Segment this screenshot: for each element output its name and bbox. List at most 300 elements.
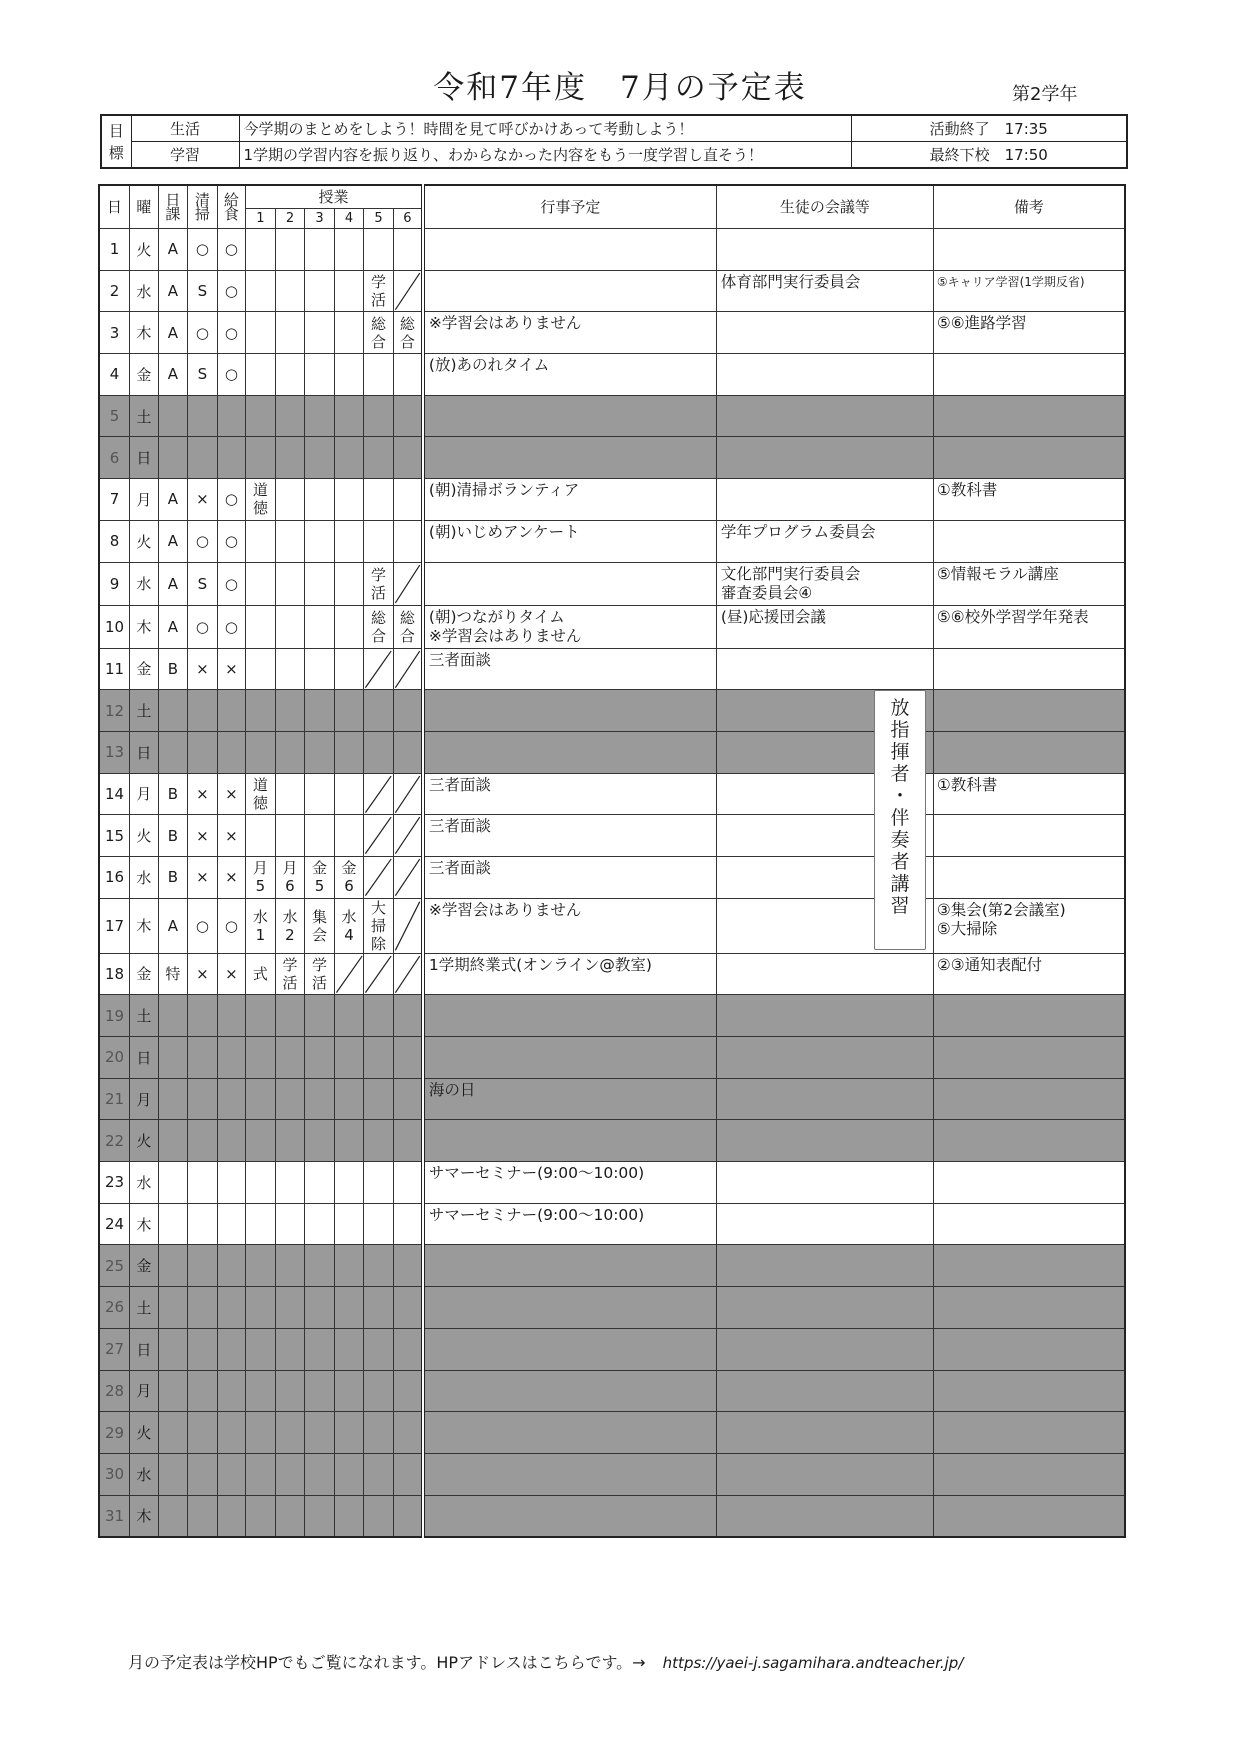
period-cell	[393, 731, 423, 773]
vertical-note-char: 伴	[890, 807, 910, 829]
day-cell: 11	[99, 648, 130, 690]
page-title: 令和7年度 7月の予定表	[433, 70, 807, 106]
period-cell	[334, 731, 364, 773]
vertical-note-char: 奏	[890, 829, 910, 851]
period-cell	[393, 1328, 423, 1370]
table-row	[99, 1328, 1125, 1370]
period-cell	[334, 690, 364, 732]
table-row	[99, 1120, 1125, 1162]
vertical-note-char: 者	[890, 763, 910, 785]
remarks-cell	[933, 520, 1125, 562]
period-cell	[334, 1037, 364, 1079]
dow-cell: 火	[130, 815, 159, 857]
slash-mark	[394, 815, 421, 856]
period-cell	[246, 1287, 276, 1329]
events-cell	[423, 690, 716, 732]
remarks-cell	[933, 1203, 1125, 1245]
slash-mark	[364, 815, 393, 856]
day-cell: 17	[99, 898, 130, 953]
day-cell: 6	[99, 437, 130, 479]
kyushoku-cell: ○	[217, 520, 246, 562]
events-cell: 三者面談	[423, 856, 716, 898]
period-slash-cell	[364, 856, 394, 898]
day-cell: 12	[99, 690, 130, 732]
period-cell	[246, 1162, 276, 1204]
seiso-cell	[188, 731, 218, 773]
period-cell	[275, 437, 305, 479]
dow-cell: 土	[130, 1287, 159, 1329]
footer-url[interactable]: https://yaei-j.sagamihara.andteacher.jp/	[662, 1654, 964, 1672]
kyushoku-cell	[217, 1412, 246, 1454]
period-cell	[334, 1328, 364, 1370]
dow-cell: 木	[130, 1203, 159, 1245]
meetings-cell	[716, 1120, 933, 1162]
period-cell	[334, 1370, 364, 1412]
kyushoku-cell	[217, 395, 246, 437]
period-cell	[334, 354, 364, 396]
dow-cell: 火	[130, 1120, 159, 1162]
seiso-cell: S	[188, 562, 218, 605]
period-cell	[305, 605, 335, 648]
period-cell	[246, 605, 276, 648]
period-cell	[334, 1162, 364, 1204]
col-kyushoku-2: 食	[223, 205, 239, 223]
meetings-cell	[716, 1245, 933, 1287]
table-row	[99, 270, 1125, 312]
day-cell: 4	[99, 354, 130, 396]
dow-cell: 日	[130, 1037, 159, 1079]
period-cell	[305, 1495, 335, 1537]
events-cell	[423, 1370, 716, 1412]
nikka-cell	[158, 731, 188, 773]
nikka-cell	[158, 437, 188, 479]
period-cell	[393, 1453, 423, 1495]
meetings-cell	[716, 1203, 933, 1245]
remarks-cell	[933, 354, 1125, 396]
period-cell: 水 1	[246, 898, 276, 953]
remarks-cell: ⑤⑥進路学習	[933, 312, 1125, 354]
nikka-cell	[158, 1370, 188, 1412]
col-seiso	[188, 185, 218, 229]
events-cell	[423, 437, 716, 479]
period-cell	[334, 773, 364, 815]
seiso-cell	[188, 1328, 218, 1370]
period-cell	[334, 1412, 364, 1454]
day-cell: 31	[99, 1495, 130, 1537]
goal-time: 活動終了 17:35	[851, 115, 1127, 142]
period-cell	[334, 479, 364, 521]
vertical-note-char: 習	[890, 895, 910, 917]
period-cell	[364, 690, 394, 732]
dow-cell: 金	[130, 354, 159, 396]
remarks-cell	[933, 815, 1125, 857]
period-cell	[393, 354, 423, 396]
nikka-cell	[158, 395, 188, 437]
remarks-cell	[933, 1370, 1125, 1412]
kyushoku-cell	[217, 995, 246, 1037]
table-row	[99, 1162, 1125, 1204]
nikka-cell: A	[158, 898, 188, 953]
period-cell	[275, 395, 305, 437]
remarks-cell	[933, 856, 1125, 898]
period-cell	[275, 995, 305, 1037]
period-cell	[334, 520, 364, 562]
dow-cell: 月	[130, 1370, 159, 1412]
events-cell	[423, 395, 716, 437]
col-nikka-2: 課	[165, 205, 181, 223]
day-cell: 7	[99, 479, 130, 521]
dow-cell: 水	[130, 270, 159, 312]
period-slash-cell	[393, 815, 423, 857]
period-cell	[305, 479, 335, 521]
period-cell	[364, 520, 394, 562]
remarks-cell: ①教科書	[933, 773, 1125, 815]
dow-cell: 火	[130, 1412, 159, 1454]
period-cell: 水 4	[334, 898, 364, 953]
nikka-cell: A	[158, 562, 188, 605]
remarks-cell	[933, 1328, 1125, 1370]
period-cell	[246, 1203, 276, 1245]
kyushoku-cell	[217, 1495, 246, 1537]
day-cell: 22	[99, 1120, 130, 1162]
slash-mark	[394, 271, 421, 312]
vertical-note-char: 揮	[890, 741, 910, 763]
period-cell	[246, 1037, 276, 1079]
events-cell	[423, 229, 716, 271]
meetings-cell	[716, 995, 933, 1037]
vertical-note	[874, 690, 926, 950]
meetings-cell	[716, 437, 933, 479]
period-cell	[246, 395, 276, 437]
vertical-note-char: 講	[890, 873, 910, 895]
period-cell	[364, 731, 394, 773]
period-cell	[334, 1203, 364, 1245]
col-kyushoku-1: 給	[223, 191, 239, 209]
goals-mark-bottom: 標	[108, 143, 124, 162]
period-cell: 学 活	[275, 953, 305, 995]
period-cell	[246, 1370, 276, 1412]
nikka-cell	[158, 1328, 188, 1370]
events-cell	[423, 562, 716, 605]
period-cell	[305, 731, 335, 773]
period-cell	[393, 1245, 423, 1287]
events-cell	[423, 1453, 716, 1495]
table-row	[99, 856, 1125, 898]
remarks-cell	[933, 1412, 1125, 1454]
period-cell	[305, 1287, 335, 1329]
events-cell: 三者面談	[423, 648, 716, 690]
col-seiso-2: 掃	[194, 205, 210, 223]
period-cell: 学 活	[364, 562, 394, 605]
seiso-cell	[188, 1245, 218, 1287]
period-cell	[334, 562, 364, 605]
nikka-cell	[158, 1287, 188, 1329]
period-cell	[364, 1287, 394, 1329]
period-cell	[393, 995, 423, 1037]
dow-cell: 木	[130, 1495, 159, 1537]
kyushoku-cell: ○	[217, 562, 246, 605]
remarks-cell	[933, 1245, 1125, 1287]
period-cell	[246, 995, 276, 1037]
kyushoku-cell	[217, 1370, 246, 1412]
seiso-cell	[188, 1037, 218, 1079]
period-cell: 学 活	[305, 953, 335, 995]
kyushoku-cell	[217, 1287, 246, 1329]
period-cell: 金 6	[334, 856, 364, 898]
vertical-note-char: 指	[890, 719, 910, 741]
period-cell	[334, 1120, 364, 1162]
seiso-cell: ×	[188, 856, 218, 898]
table-row	[99, 1370, 1125, 1412]
col-remarks: 備考	[933, 185, 1125, 229]
remarks-cell	[933, 1037, 1125, 1079]
day-cell: 26	[99, 1287, 130, 1329]
day-cell: 2	[99, 270, 130, 312]
meetings-cell: (昼)応援団会議	[716, 605, 933, 648]
period-cell	[364, 995, 394, 1037]
schedule-body	[99, 229, 1125, 1537]
schedule-table	[98, 184, 1126, 1538]
period-cell	[275, 1120, 305, 1162]
period-slash-cell	[393, 898, 423, 953]
period-cell	[275, 1287, 305, 1329]
day-cell: 8	[99, 520, 130, 562]
period-cell	[393, 1370, 423, 1412]
kyushoku-cell: ○	[217, 270, 246, 312]
vertical-note-char: 者	[890, 851, 910, 873]
day-cell: 28	[99, 1370, 130, 1412]
remarks-cell: ①教科書	[933, 479, 1125, 521]
table-row	[99, 1453, 1125, 1495]
seiso-cell	[188, 1412, 218, 1454]
period-3: 3	[305, 209, 335, 229]
dow-cell: 金	[130, 1245, 159, 1287]
period-cell	[246, 520, 276, 562]
goal-time: 最終下校 17:50	[851, 142, 1127, 169]
period-cell	[364, 1453, 394, 1495]
period-cell	[275, 1412, 305, 1454]
meetings-cell	[716, 1453, 933, 1495]
events-cell	[423, 995, 716, 1037]
nikka-cell: B	[158, 648, 188, 690]
kyushoku-cell	[217, 437, 246, 479]
meetings-cell	[716, 1370, 933, 1412]
seiso-cell: ○	[188, 898, 218, 953]
period-cell	[305, 648, 335, 690]
remarks-cell: ③集会(第2会議室) ⑤大掃除	[933, 898, 1125, 953]
period-cell	[246, 648, 276, 690]
seiso-cell: ○	[188, 520, 218, 562]
kyushoku-cell	[217, 1203, 246, 1245]
meetings-cell	[716, 354, 933, 396]
table-row	[99, 312, 1125, 354]
period-cell	[275, 354, 305, 396]
period-cell	[305, 1120, 335, 1162]
period-cell	[246, 815, 276, 857]
events-cell	[423, 1495, 716, 1537]
col-nikka	[158, 185, 188, 229]
slash-mark	[364, 649, 393, 690]
period-cell: 道 徳	[246, 479, 276, 521]
seiso-cell	[188, 1162, 218, 1204]
seiso-cell	[188, 690, 218, 732]
seiso-cell	[188, 1203, 218, 1245]
remarks-cell	[933, 229, 1125, 271]
period-cell	[334, 605, 364, 648]
period-cell	[364, 437, 394, 479]
period-cell	[334, 1453, 364, 1495]
nikka-cell: A	[158, 312, 188, 354]
table-row	[99, 815, 1125, 857]
table-row	[99, 437, 1125, 479]
meetings-cell	[716, 1078, 933, 1120]
period-cell	[364, 395, 394, 437]
period-slash-cell	[393, 773, 423, 815]
meetings-cell: 体育部門実行委員会	[716, 270, 933, 312]
period-cell	[364, 1495, 394, 1537]
period-cell	[393, 1037, 423, 1079]
period-cell	[275, 1037, 305, 1079]
table-row	[99, 995, 1125, 1037]
dow-cell: 木	[130, 605, 159, 648]
dow-cell: 水	[130, 856, 159, 898]
day-cell: 27	[99, 1328, 130, 1370]
period-1: 1	[246, 209, 276, 229]
period-cell	[364, 1120, 394, 1162]
day-cell: 1	[99, 229, 130, 271]
remarks-cell	[933, 648, 1125, 690]
period-cell: 総 合	[364, 312, 394, 354]
dow-cell: 月	[130, 479, 159, 521]
day-cell: 23	[99, 1162, 130, 1204]
dow-cell: 金	[130, 953, 159, 995]
dow-cell: 木	[130, 312, 159, 354]
col-day: 日	[99, 185, 130, 229]
period-cell: 道 徳	[246, 773, 276, 815]
dow-cell: 水	[130, 562, 159, 605]
meetings-cell	[716, 1328, 933, 1370]
slash-mark	[364, 954, 393, 995]
period-cell	[246, 1453, 276, 1495]
period-cell: 総 合	[364, 605, 394, 648]
table-row	[99, 1287, 1125, 1329]
period-cell	[305, 690, 335, 732]
period-cell	[393, 520, 423, 562]
kyushoku-cell: ○	[217, 229, 246, 271]
seiso-cell: S	[188, 354, 218, 396]
dow-cell: 火	[130, 520, 159, 562]
meetings-cell	[716, 1495, 933, 1537]
col-events: 行事予定	[423, 185, 716, 229]
day-cell: 30	[99, 1453, 130, 1495]
period-cell	[334, 648, 364, 690]
period-cell	[305, 229, 335, 271]
remarks-cell	[933, 437, 1125, 479]
slash-mark	[335, 954, 364, 995]
table-row	[99, 562, 1125, 605]
kyushoku-cell: ○	[217, 479, 246, 521]
kyushoku-cell	[217, 1037, 246, 1079]
seiso-cell: S	[188, 270, 218, 312]
kyushoku-cell	[217, 690, 246, 732]
period-cell	[275, 270, 305, 312]
period-cell	[334, 270, 364, 312]
table-row	[99, 731, 1125, 773]
seiso-cell: ×	[188, 953, 218, 995]
dow-cell: 土	[130, 395, 159, 437]
seiso-cell	[188, 437, 218, 479]
period-slash-cell	[364, 648, 394, 690]
period-cell	[305, 815, 335, 857]
slash-mark	[394, 954, 421, 995]
dow-cell: 日	[130, 731, 159, 773]
period-cell	[305, 354, 335, 396]
period-cell: 式	[246, 953, 276, 995]
seiso-cell	[188, 1287, 218, 1329]
period-cell	[305, 1037, 335, 1079]
table-row	[99, 605, 1125, 648]
dow-cell: 日	[130, 437, 159, 479]
period-cell	[364, 1328, 394, 1370]
remarks-cell: ⑤情報モラル講座	[933, 562, 1125, 605]
period-cell	[246, 731, 276, 773]
nikka-cell	[158, 1037, 188, 1079]
period-slash-cell	[393, 648, 423, 690]
events-cell	[423, 1328, 716, 1370]
period-cell	[393, 1287, 423, 1329]
period-cell	[275, 773, 305, 815]
period-cell	[246, 1328, 276, 1370]
period-cell	[275, 1328, 305, 1370]
table-row	[99, 354, 1125, 396]
period-slash-cell	[364, 773, 394, 815]
period-cell	[305, 773, 335, 815]
events-cell: サマーセミナー(9:00～10:00)	[423, 1203, 716, 1245]
period-cell	[393, 690, 423, 732]
day-cell: 21	[99, 1078, 130, 1120]
period-slash-cell	[334, 953, 364, 995]
period-cell	[334, 229, 364, 271]
dow-cell: 土	[130, 995, 159, 1037]
seiso-cell	[188, 1078, 218, 1120]
goals-mark-top: 目	[108, 121, 124, 140]
period-cell	[305, 1370, 335, 1412]
period-cell: 総 合	[393, 312, 423, 354]
period-cell	[393, 1412, 423, 1454]
seiso-cell: ○	[188, 312, 218, 354]
day-cell: 3	[99, 312, 130, 354]
events-cell: 三者面談	[423, 815, 716, 857]
footer-text: 月の予定表は学校HPでもご覧になれます。HPアドレスはこちらです。→	[128, 1653, 646, 1672]
kyushoku-cell	[217, 731, 246, 773]
period-cell	[275, 1453, 305, 1495]
col-meetings: 生徒の会議等	[716, 185, 933, 229]
remarks-cell	[933, 1287, 1125, 1329]
dow-cell: 水	[130, 1162, 159, 1204]
table-row	[99, 395, 1125, 437]
nikka-cell	[158, 1120, 188, 1162]
vertical-note-char: 放	[890, 697, 910, 719]
events-cell: (朝)つながりタイム ※学習会はありません	[423, 605, 716, 648]
period-cell	[364, 479, 394, 521]
events-cell: 海の日	[423, 1078, 716, 1120]
kyushoku-cell: ×	[217, 856, 246, 898]
period-cell	[246, 1078, 276, 1120]
meetings-cell	[716, 479, 933, 521]
nikka-cell	[158, 1203, 188, 1245]
remarks-cell: ⑤⑥校外学習学年発表	[933, 605, 1125, 648]
period-cell	[275, 1162, 305, 1204]
